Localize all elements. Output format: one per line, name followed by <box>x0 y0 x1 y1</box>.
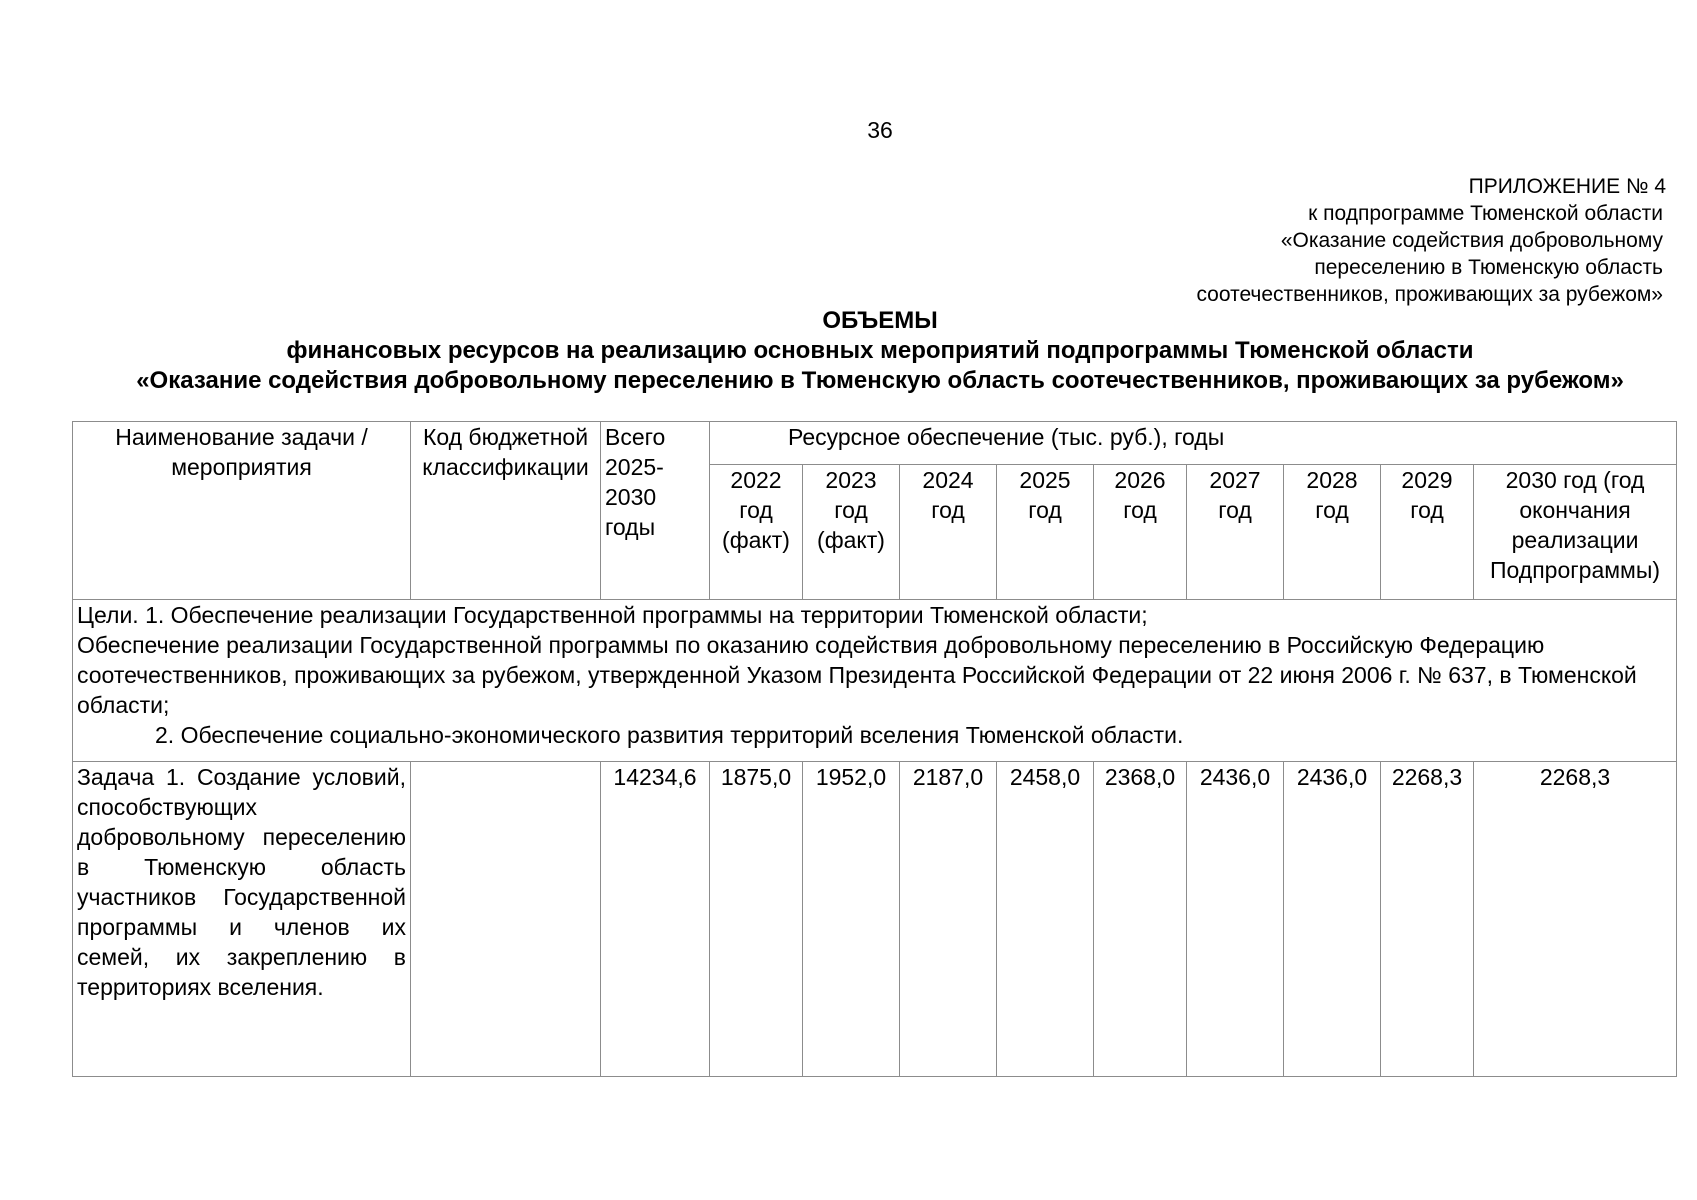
title-line: ОБЪЕМЫ <box>822 307 938 334</box>
appendix-line: соотечественников, проживающих за рубежом» <box>1196 283 1663 306</box>
header-year-2029: 2029 год <box>1381 465 1474 600</box>
goal-line: 2. Обеспечение социально-экономического развития территорий вселения Тюменской области. <box>155 722 1184 748</box>
appendix-line: к подпрограмме Тюменской области <box>1308 202 1663 225</box>
header-year-2025: 2025 год <box>997 465 1094 600</box>
goal-line: Обеспечение реализации Государственной программы по оказанию содействия добровольному переселению в Российскую Федерацию соотечественников, проживающих за рубежом, утвержденной Указом Президента Российской Федерации от 22 июня 2006 г. № 637, в Тюменской области; <box>77 632 1637 718</box>
table-row <box>73 762 1677 1077</box>
appendix-note <box>1196 173 1666 308</box>
header-resources: Ресурсное обеспечение (тыс. руб.), годы <box>710 422 1677 465</box>
value-2028: 2436,0 <box>1284 762 1381 1077</box>
goals-row <box>73 600 1677 762</box>
value-2026: 2368,0 <box>1094 762 1187 1077</box>
header-year-2030: 2030 год (год окончания реализации Подпрограммы) <box>1474 465 1677 600</box>
document-title <box>120 306 1640 396</box>
header-year-2026: 2026 год <box>1094 465 1187 600</box>
header-year-2022: 2022 год (факт) <box>710 465 803 600</box>
header-year-2023: 2023 год (факт) <box>803 465 900 600</box>
value-2030: 2268,3 <box>1474 762 1677 1077</box>
appendix-line: «Оказание содействия добровольному <box>1280 229 1663 252</box>
value-2027: 2436,0 <box>1187 762 1284 1077</box>
title-line: «Оказание содействия добровольному переселению в Тюменскую область соотечественников, проживающих за рубежом» <box>136 367 1624 394</box>
goal-line: Цели. 1. Обеспечение реализации Государственной программы на территории Тюменской области; <box>77 602 1148 628</box>
header-year-2027: 2027 год <box>1187 465 1284 600</box>
header-code: Код бюджетной классификации <box>411 422 601 600</box>
value-2029: 2268,3 <box>1381 762 1474 1077</box>
header-row <box>73 422 1677 465</box>
value-2022: 1875,0 <box>710 762 803 1077</box>
title-line: финансовых ресурсов на реализацию основных мероприятий подпрограммы Тюменской области <box>286 337 1474 364</box>
goals-cell <box>73 600 1677 762</box>
page-number: 36 <box>867 117 893 143</box>
header-year-2028: 2028 год <box>1284 465 1381 600</box>
header-year-2024: 2024 год <box>900 465 997 600</box>
value-2023: 1952,0 <box>803 762 900 1077</box>
value-2024: 2187,0 <box>900 762 997 1077</box>
header-total: Всего 2025-2030 годы <box>601 422 710 600</box>
appendix-line: ПРИЛОЖЕНИЕ № 4 <box>1468 175 1666 198</box>
value-2025: 2458,0 <box>997 762 1094 1077</box>
task-code <box>411 762 601 1077</box>
financial-resources-table <box>72 421 1677 1077</box>
task-name: Задача 1. Создание условий, способствующих добровольному переселению в Тюменскую область участников Государственной программы и членов их семей, их закреплению в территориях вселения. <box>73 762 411 1077</box>
header-name: Наименование задачи / мероприятия <box>73 422 411 600</box>
task-total: 14234,6 <box>601 762 710 1077</box>
appendix-line: переселению в Тюменскую область <box>1314 256 1663 279</box>
